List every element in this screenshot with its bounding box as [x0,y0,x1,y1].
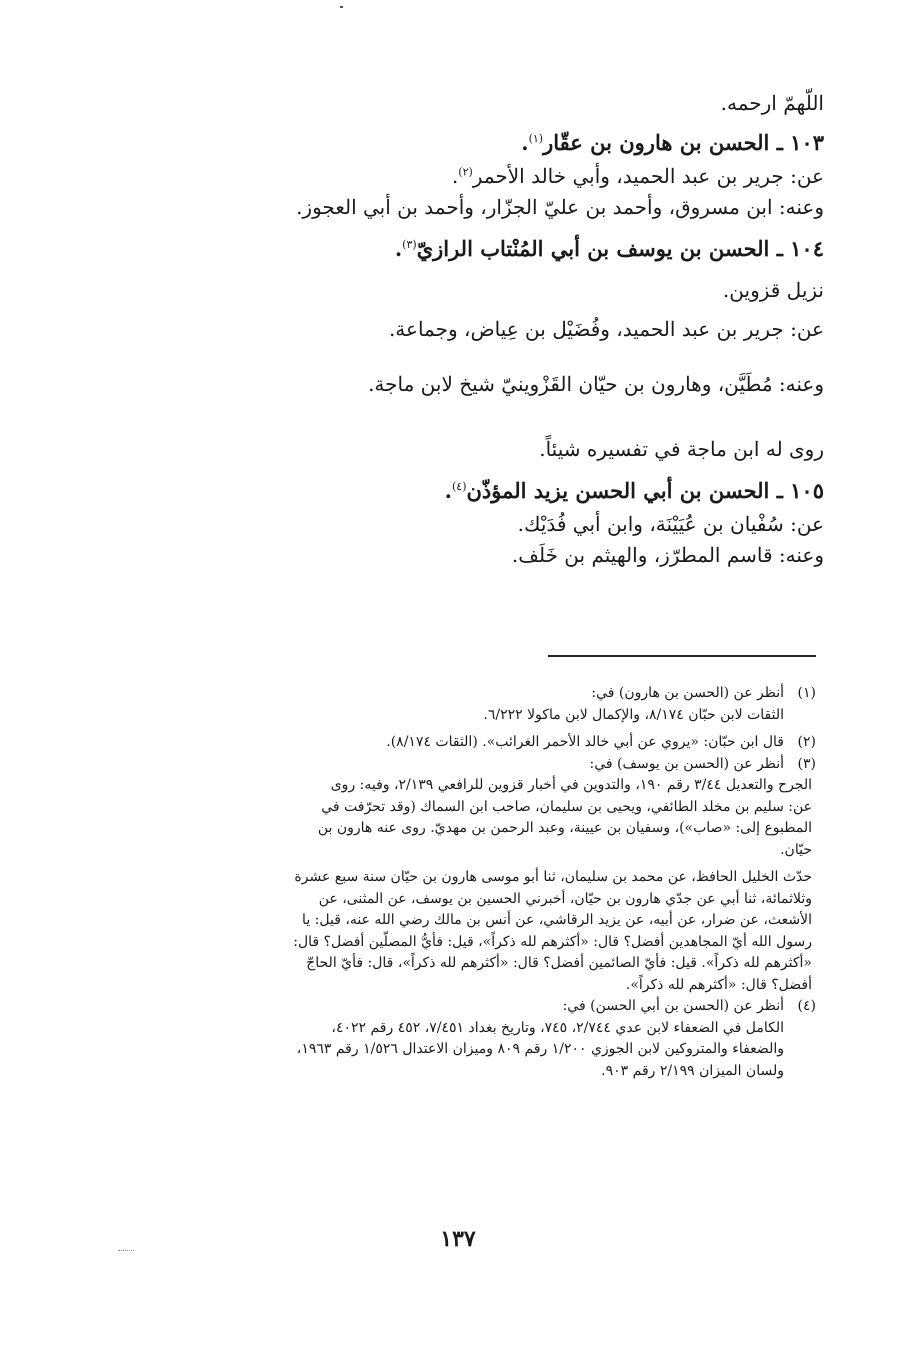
entry-104-extra: روى له ابن ماجة في تفسيره شيئاً. [539,437,824,461]
entry-104-heading [124,231,824,267]
entry-104-title: ١٠٤ ـ الحسن بن يوسف بن أبي المُنْتاب الرازيّ [416,236,824,261]
entry-104-title-end: . [394,236,403,261]
footnote-line: وثلاثمائة، ثنا أبي عن جدّي هارون بن حيّان، أخبرني الحسين بن يوسف، عن المثنى، عن [318,890,812,907]
footnotes [104,683,816,1082]
footnote-text: أنظر عن (الحسن بن هارون) في: [591,685,784,701]
page-number: ١٣٧ [440,1226,476,1252]
entry-103-by: وعنه: ابن مسروق، وأحمد بن عليّ الجزّار، وأحمد بن أبي العجوز. [296,195,824,219]
footnote-3-first-line [104,754,816,776]
footnote-ref-4: (٤) [451,480,467,493]
entry-105-by: وعنه: قاسم المطرّز، والهيثم بن خَلَف. [511,543,824,567]
footnote-separator [548,655,816,657]
scan-speck-bottom [118,1250,134,1252]
footnote-line: الثقات لابن حبّان ٨/١٧٤، والإكمال لابن ماكولا ٦/٢٢٢. [483,706,784,723]
footnote-1-first-line [104,683,816,705]
footnote-text: أنظر عن (الحسن بن أبي الحسن) في: [562,998,784,1014]
footnote-number: (٢) [797,734,816,750]
entry-103-from-text: عن: جرير بن عبد الحميد، وأبي خالد الأحمر [472,164,824,188]
entry-105-title: ١٠٥ ـ الحسن بن أبي الحسن يزيد المؤذّن [466,478,824,503]
footnote-4-first-line [104,996,816,1018]
entry-104-note: نزيل قزوين. [722,278,824,302]
entry-103-title-end: . [521,130,529,155]
entry-104-from: عن: جرير بن عبد الحميد، وفُضَيْل بن عِياض، وجماعة. [388,317,824,341]
footnote-line: الكامل في الضعفاء لابن عدي ٢/٧٤٤، ٧٤٥، وتاريخ بغداد ٧/٤٥١، ٤٥٢ رقم ٤٠٢٢، [331,1019,784,1036]
footnote-number: (٣) [797,755,816,772]
entry-103-heading [124,125,824,161]
footnote-3 [104,754,816,997]
footnote-line: رسول الله أيّ المجاهدين أفضل؟ قال: «أكثرهم لله ذكراً»، قيل: فأيُّ المصلّين أفضل؟ قال: [293,933,812,950]
footnote-1 [104,683,816,726]
footnote-4 [104,996,816,1082]
footnote-line: الأشعث، عن ضرار، عن أبيه، عن يزيد الرقاشي، عن أنس بن مالك رضي الله عنه، قيل: يا [302,912,812,928]
footnote-line: أفضل؟ قال: «أكثرهم لله ذكراً». [625,976,812,993]
footnote-number: (١) [797,685,816,701]
intro-line: اللّهمّ ارحمه. [720,91,824,115]
entry-105-heading [124,473,824,509]
entry-103-from [124,161,824,192]
footnote-line: حيّان. [780,841,812,858]
footnote-2 [104,732,816,754]
entry-104-by: وعنه: مُطَيَّن، وهارون بن حيّان القَزْوينيّ شيخ لابن ماجة. [368,372,824,396]
footnote-line: حدّث الخليل الحافظ، عن محمد بن سليمان، ثنا أبو موسى هارون بن حيّان سنة سبع عشرة [294,869,812,885]
footnote-ref-3: (٣) [402,238,417,251]
entry-103-from-end: . [451,164,459,188]
footnote-line: المطبوع إلى: «صاب»)، وسفيان بن عيينة، وعبد الرحمن بن مهديّ. روى عنه هارون بن [317,820,812,836]
footnote-line: والضعفاء والمتروكين لابن الجوزي ١/٢٠٠ رقم ٨٠٩ وميزان الاعتدال ١/٥٢٦ رقم ١٩٦٣، [296,1041,784,1057]
footnote-text: أنظر عن (الحسن بن يوسف) في: [589,755,784,772]
main-text [124,88,824,571]
footnote-line: الجرح والتعديل ٣/٤٤ رقم ١٩٠، والتدوين في أخبار قزوين للرافعي ٢/١٣٩، وفيه: روى [330,777,812,793]
footnote-line: «أكثرهم لله ذكراً». قيل: فأيّ الصائمين أفضل؟ قال: «أكثرهم لله ذكراً»، قال: فأيّ الحاجّ [306,955,812,971]
scan-speck-top [340,6,343,8]
footnote-ref-2: (٢) [458,165,473,179]
entry-105-title-end: . [444,478,452,503]
footnote-line: عن: سليم بن مخلد الطائفي، ويحيى بن سليمان، صاحب ابن السماك (وقد تحرّفت في [321,798,812,815]
footnote-number: (٤) [797,998,816,1014]
footnote-ref-1: (١) [528,132,544,145]
footnote-text: قال ابن حبّان: «يروي عن أبي خالد الأحمر الغرائب». (الثقات ٨/١٧٤). [386,734,784,750]
footnote-2-first-line [104,732,816,754]
entry-103-title: ١٠٣ ـ الحسن بن هارون بن عقّار [543,130,824,155]
footnote-line: ولسان الميزان ٢/١٩٩ رقم ٩٠٣. [601,1062,784,1079]
entry-105-from: عن: سُفْيان بن عُيَيْنَة، وابن أبي فُدَيْك. [517,512,824,536]
